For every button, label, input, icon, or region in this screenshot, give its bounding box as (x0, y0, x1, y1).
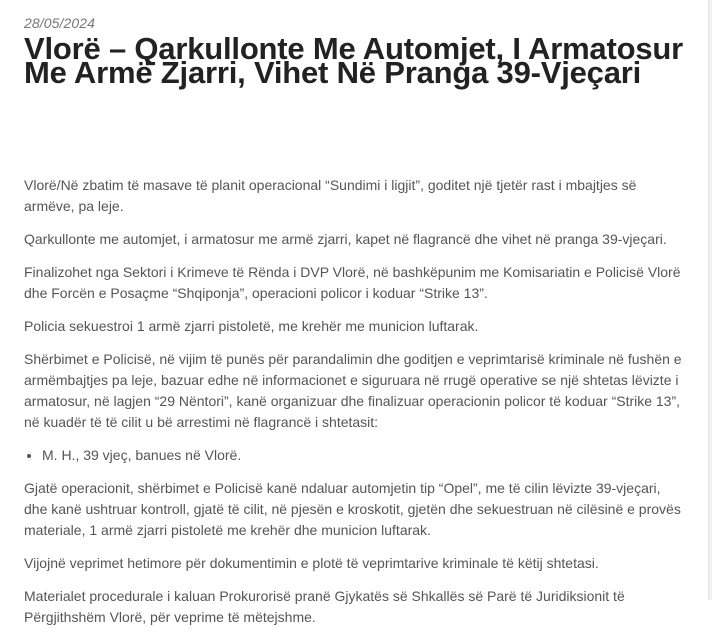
article-paragraph: Shërbimet e Policisë, në vijim të punës për parandalimin dhe goditjen e veprimtarisë kriminale në fushën e armëmbajtjes pa leje, bazuar edhe në informacionet e siguruara në rrugë operative se një shtetas lëvizte i armatosur, në lagjen “29 Nëntori”, kanë organizuar dhe finalizuar operacionin policor të koduar “Strike 13”, në kuadër të të cilit u bë arrestimi në flagrancë i shtetasit: (24, 351, 682, 430)
article-paragraph: Vijojnë veprimet hetimore për dokumentimin e plotë të veprimtarive kriminale të këtij shtetasi. (24, 555, 599, 571)
article-paragraph: Qarkullonte me automjet, i armatosur me armë zjarri, kapet në flagrancë dhe vihet në pranga 39-vjeçari. (24, 231, 667, 247)
article-body (24, 175, 684, 640)
article-paragraph: Gjatë operacionit, shërbimet e Policisë kanë ndaluar automjetin tip “Opel”, me të cilin lëvizte 39-vjeçari, dhe kanë ushtruar kontroll, gjatë të cilit, në pjesën e kroskotit, gjetën dhe sekuestruan në cilësinë e provës materiale, 1 armë zjarri pistoletë me krehër dhe municion luftarak. (24, 480, 681, 538)
article-date: 28/05/2024 (24, 15, 96, 31)
article-paragraph: Vlorë/Në zbatim të masave të planit operacional “Sundimi i ligjit”, goditet një tjetër rast i mbajtjes së armëve, pa leje. (24, 177, 637, 214)
article-paragraph: Policia sekuestroi 1 armë zjarri pistoletë, me krehër me municion luftarak. (24, 318, 479, 334)
article-list (24, 445, 684, 466)
article-paragraph: Finalizohet nga Sektori i Krimeve të Rënda i DVP Vlorë, në bashkëpunim me Komisariatin e Policisë Vlorë dhe Forcën e Posaçme “Shqiponja”, operacioni policor i koduar “Strike 13”. (24, 264, 681, 301)
page-scrollbar[interactable] (708, 0, 712, 600)
article-paragraph: Materialet procedurale i kaluan Prokurorisë pranë Gjykatës së Shkallës së Parë të Juridiksionit të Përgjithshëm Vlorë, për veprime të mëtejshme. (24, 588, 625, 625)
article-title: Vlorë – Qarkullonte Me Automjet, I Armatosur Me Armë Zjarri, Vihet Në Pranga 39-Vjeçari (24, 31, 683, 90)
list-item: • M. H., 39 vjeç, banues në Vlorë. (42, 445, 684, 466)
